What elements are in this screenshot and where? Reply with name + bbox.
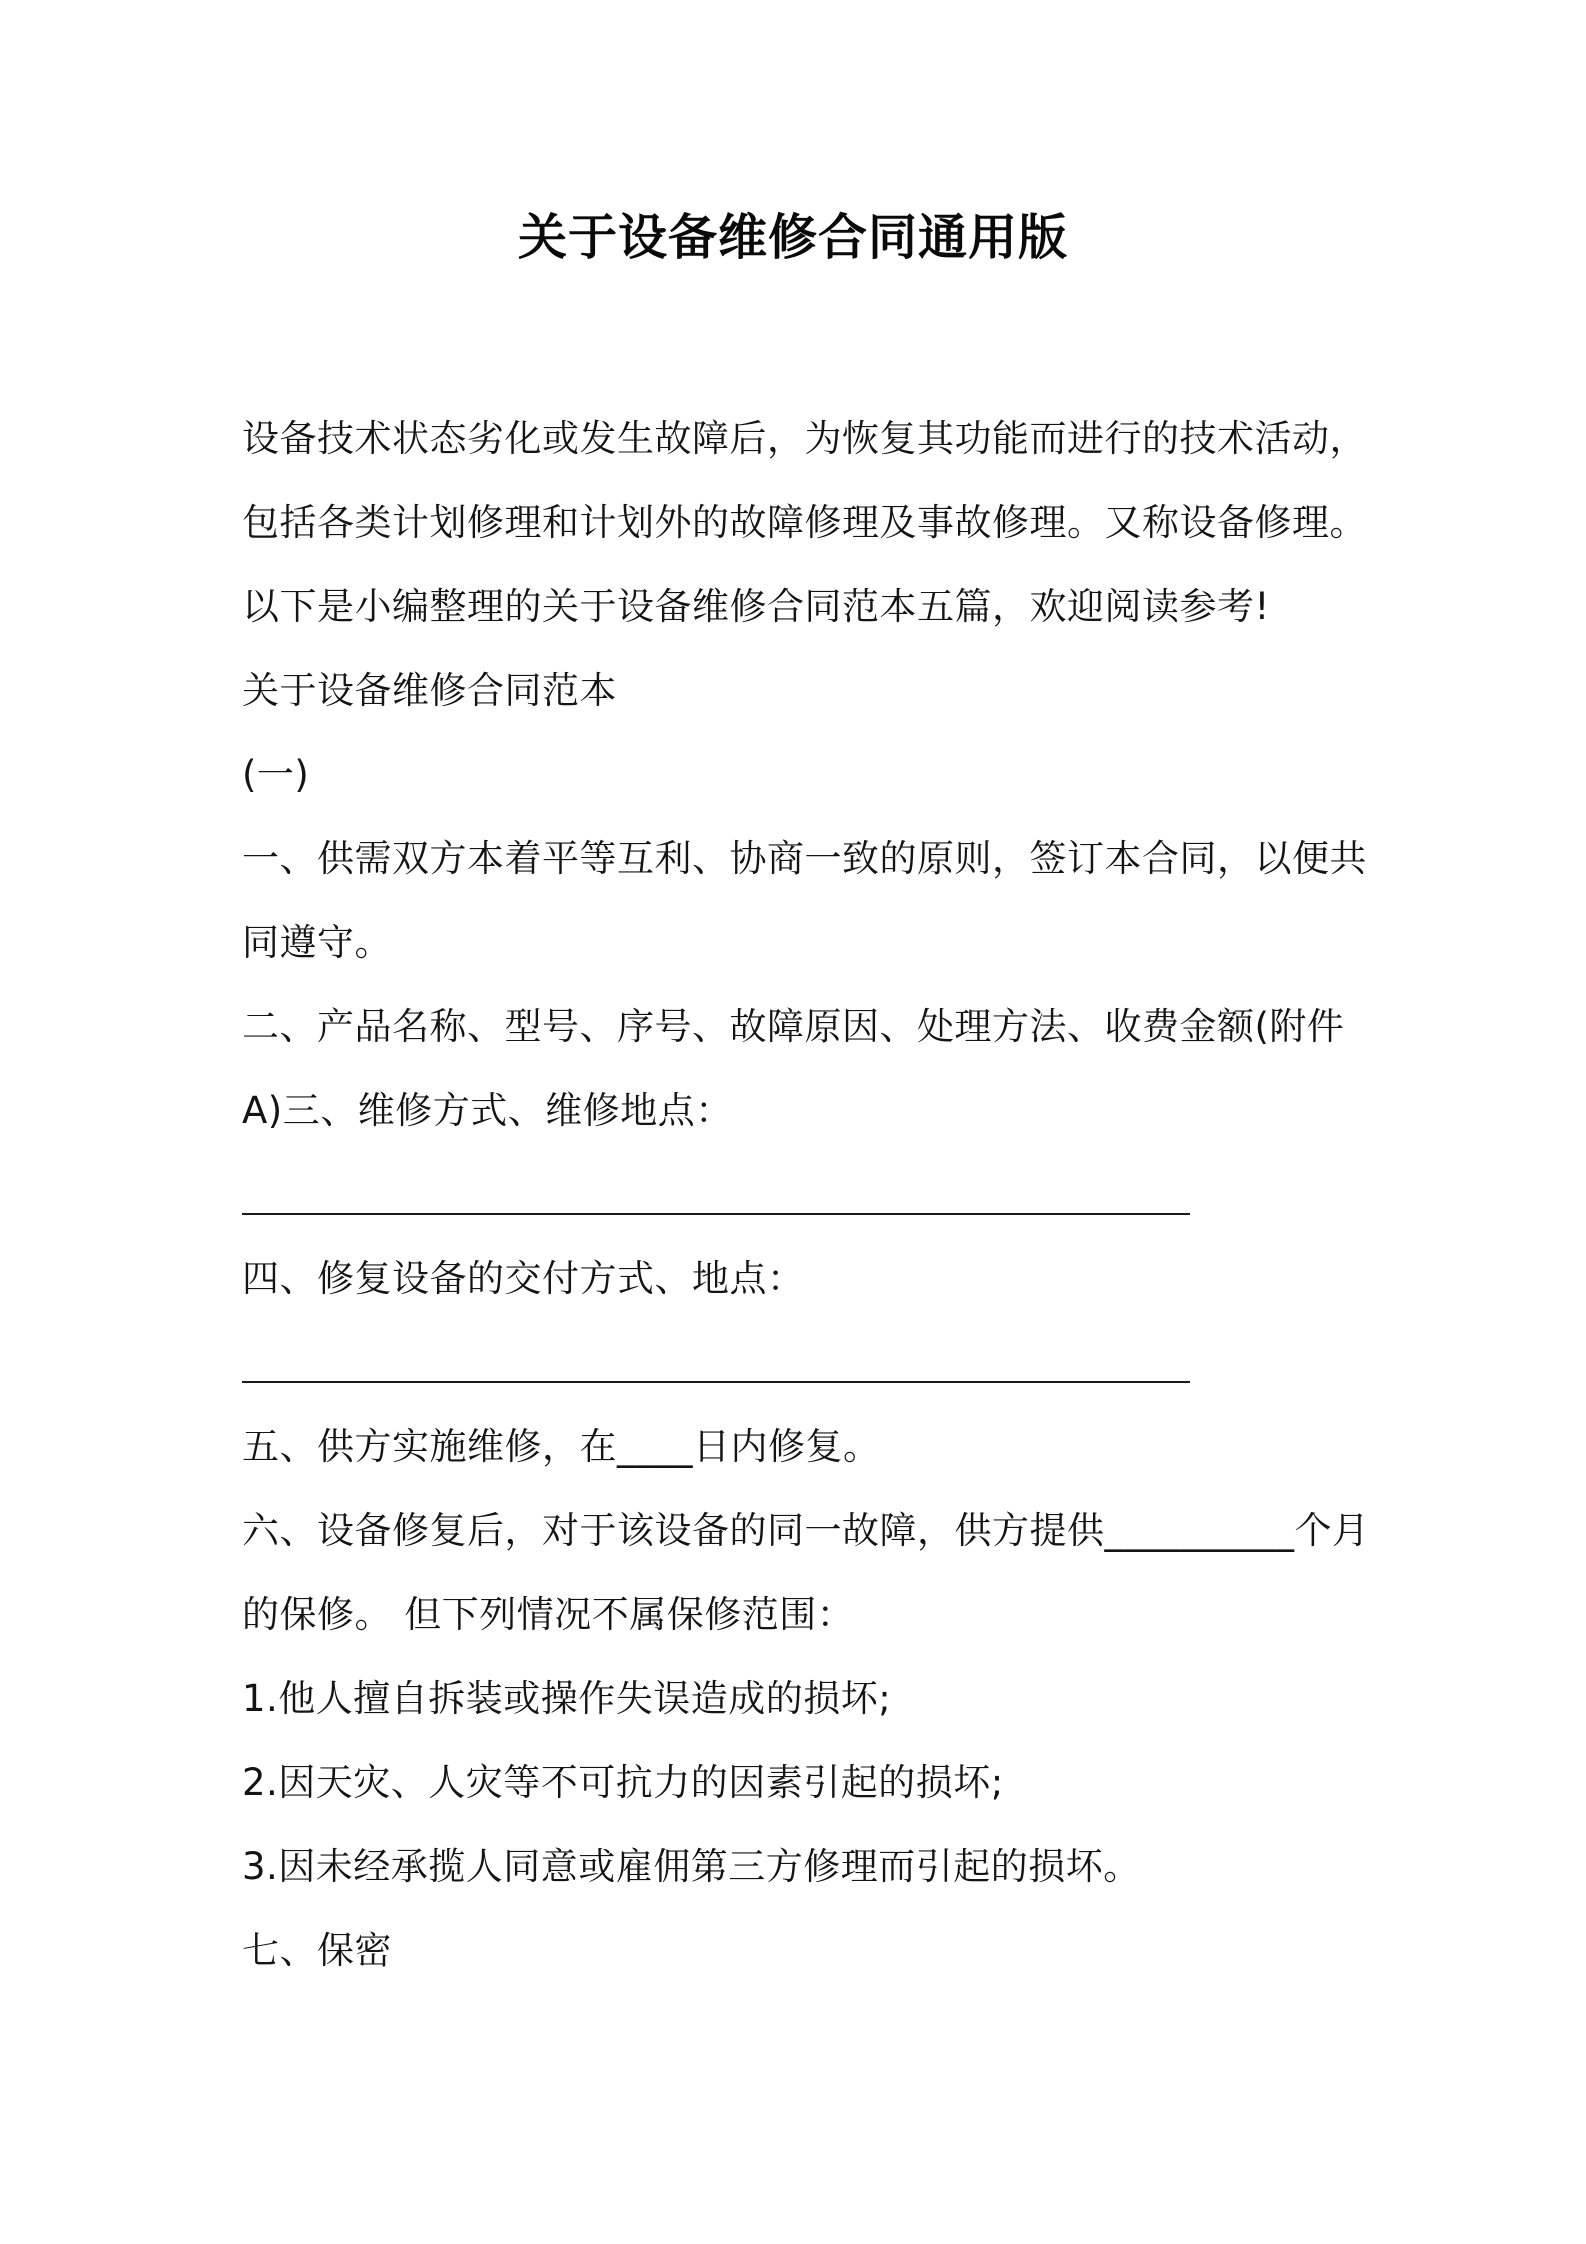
document-title: 关于设备维修合同通用版 [517, 209, 1068, 266]
section-number: (一) [242, 753, 310, 796]
clause-line: A)三、维修方式、维修地点： [242, 1089, 733, 1132]
clause-line: 六、设备修复后，对于该设备的同一故障，供方提供__________个月 [242, 1509, 1370, 1552]
list-item: 2.因天灾、人灾等不可抗力的因素引起的损坏; [242, 1761, 1004, 1804]
clause-line: 七、保密 [242, 1929, 392, 1972]
clause-line: 四、修复设备的交付方式、地点： [242, 1257, 805, 1300]
paragraph-line: 包括各类计划修理和计划外的故障修理及事故修理。又称设备修理。 [242, 501, 1367, 544]
clause-line: 二、产品名称、型号、序号、故障原因、处理方法、收费金额(附件 [242, 1005, 1345, 1048]
section-heading: 关于设备维修合同范本 [242, 669, 617, 712]
list-item: 1.他人擅自拆装或操作失误造成的损坏; [242, 1677, 892, 1720]
paragraph-line: 以下是小编整理的关于设备维修合同范本五篇，欢迎阅读参考! [242, 585, 1270, 628]
blank-fill-line [242, 1381, 1190, 1383]
list-item: 3.因未经承揽人同意或雇佣第三方修理而引起的损坏。 [242, 1845, 1141, 1888]
paragraph-line: 设备技术状态劣化或发生故障后，为恢复其功能而进行的技术活动， [242, 417, 1367, 460]
clause-line: 的保修。 但下列情况不属保修范围： [242, 1593, 855, 1636]
blank-fill-line [242, 1213, 1190, 1215]
clause-line: 同遵守。 [242, 921, 392, 964]
clause-line: 五、供方实施维修，在____日内修复。 [242, 1425, 881, 1468]
clause-line: 一、供需双方本着平等互利、协商一致的原则，签订本合同，以便共 [242, 837, 1367, 880]
